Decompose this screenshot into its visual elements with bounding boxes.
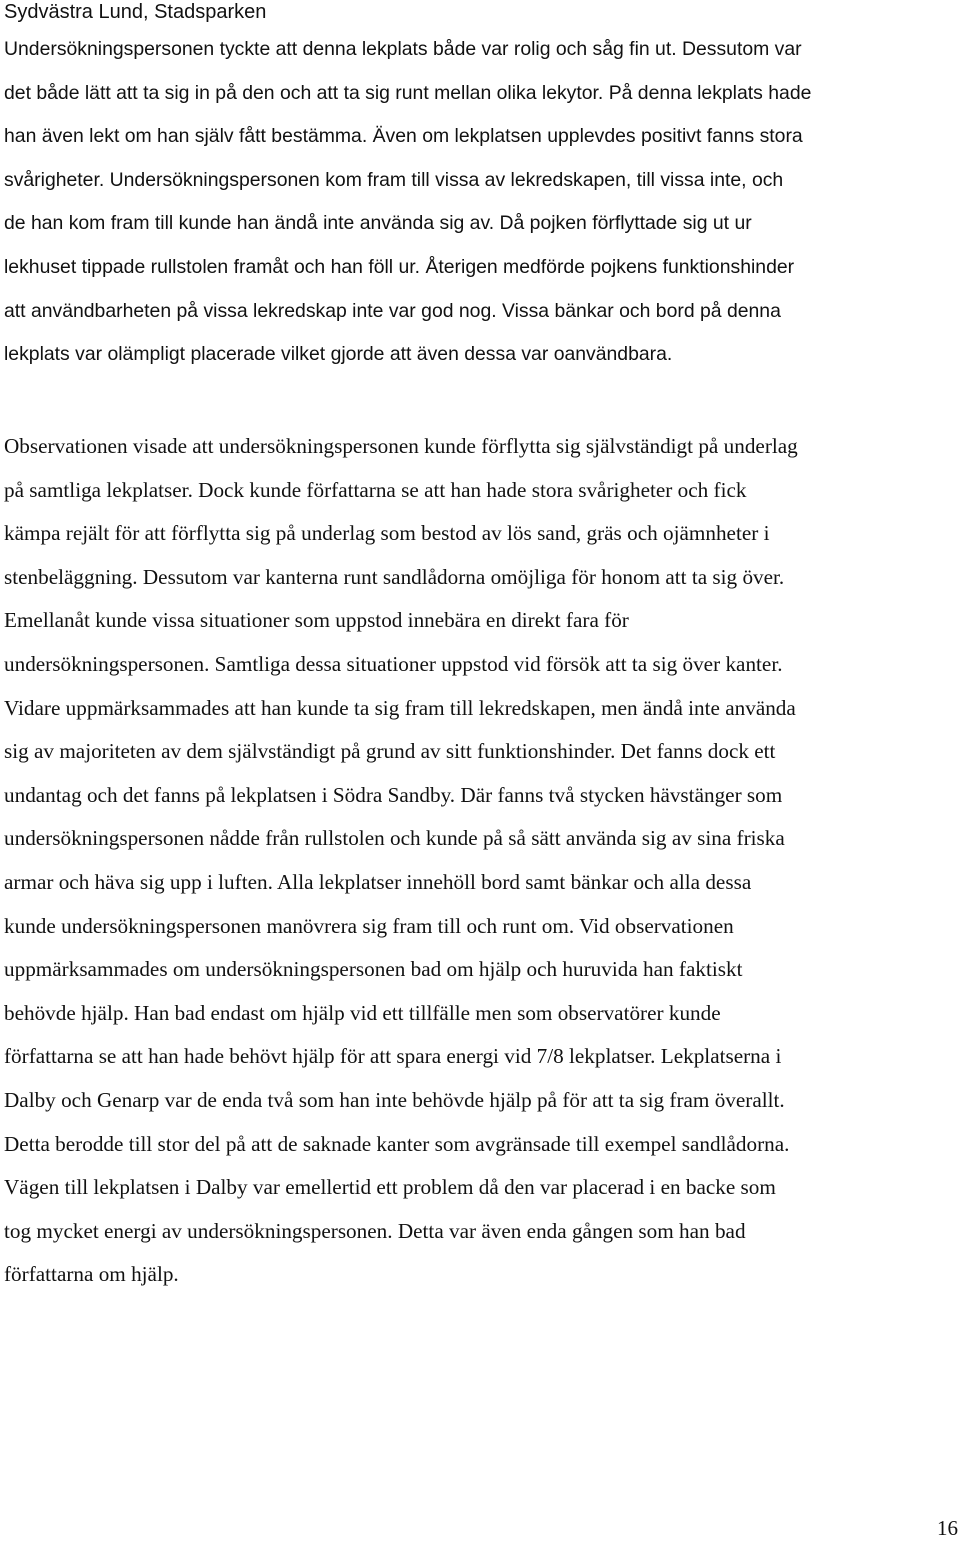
text-line: undersökningspersonen nådde från rullstolen och kunde på så sätt använda sig av sina friska bbox=[4, 826, 785, 851]
text-line: på samtliga lekplatser. Dock kunde författarna se att han hade stora svårigheter och fick bbox=[4, 477, 747, 502]
text-line: behövde hjälp. Han bad endast om hjälp vid ett tillfälle men som observatörer kunde bbox=[4, 1000, 721, 1025]
text-line: Vägen till lekplatsen i Dalby var emellertid ett problem då den var placerad i en backe som bbox=[4, 1175, 776, 1200]
text-line: kämpa rejält för att förflytta sig på underlag som bestod av lös sand, gräs och ojämnheter i bbox=[4, 521, 770, 546]
paragraph-observation bbox=[4, 425, 956, 1297]
text-line: Dalby och Genarp var de enda två som han inte behövde hjälp på för att ta sig fram överallt. bbox=[4, 1087, 785, 1112]
text-line: uppmärksammades om undersökningspersonen bad om hjälp och huruvida han faktiskt bbox=[4, 957, 743, 982]
text-line: stenbeläggning. Dessutom var kanterna runt sandlådorna omöjliga för honom att ta sig över. bbox=[4, 564, 785, 589]
text-line: författarna om hjälp. bbox=[4, 1262, 179, 1287]
text-line: lekplats var olämpligt placerade vilket gjorde att även dessa var oanvändbara. bbox=[4, 343, 673, 366]
text-line: de han kom fram till kunde han ändå inte använda sig av. Då pojken förflyttade sig ut ur bbox=[4, 212, 752, 235]
text-line: tog mycket energi av undersökningspersonen. Detta var även enda gången som han bad bbox=[4, 1218, 746, 1243]
text-line: lekhuset tippade rullstolen framåt och han föll ur. Återigen medförde pojkens funktionshinder bbox=[4, 255, 795, 278]
text-line: Undersökningspersonen tyckte att denna lekplats både var rolig och såg fin ut. Dessutom var bbox=[4, 38, 802, 60]
text-line: undersökningspersonen. Samtliga dessa situationer uppstod vid försök att ta sig över kanter. bbox=[4, 651, 783, 676]
text-line: Emellanåt kunde vissa situationer som uppstod innebära en direkt fara för bbox=[4, 608, 629, 633]
section-heading: Sydvästra Lund, Stadsparken bbox=[4, 1, 267, 23]
text-line: det både lätt att ta sig in på den och att ta sig runt mellan olika lekytor. På denna lekplats hade bbox=[4, 81, 812, 104]
text-line: han även lekt om han själv fått bestämma. Även om lekplatsen upplevdes positivt fanns stora bbox=[4, 125, 803, 148]
paragraph-stadsparken bbox=[4, 28, 956, 377]
text-line: kunde undersökningspersonen manövrera sig fram till och runt om. Vid observationen bbox=[4, 913, 734, 938]
text-line: författarna se att han hade behövt hjälp för att spara energi vid 7/8 lekplatser. Lekplatserna i bbox=[4, 1044, 782, 1069]
page-number: 16 bbox=[937, 1516, 958, 1540]
text-line: sig av majoriteten av dem självständigt på grund av sitt funktionshinder. Det fanns dock ett bbox=[4, 739, 776, 764]
text-line: Detta berodde till stor del på att de saknade kanter som avgränsade till exempel sandlådorna. bbox=[4, 1131, 790, 1156]
text-line: Vidare uppmärksammades att han kunde ta sig fram till lekredskapen, men ändå inte använda bbox=[4, 695, 796, 720]
text-line: svårigheter. Undersökningspersonen kom fram till vissa av lekredskapen, till vissa inte, och bbox=[4, 168, 784, 191]
text-line: Observationen visade att undersökningspersonen kunde förflytta sig självständigt på underlag bbox=[4, 434, 798, 458]
text-line: undantag och det fanns på lekplatsen i Södra Sandby. Där fanns två stycken hävstänger som bbox=[4, 782, 783, 807]
text-line: armar och häva sig upp i luften. Alla lekplatser innehöll bord samt bänkar och alla dessa bbox=[4, 869, 752, 894]
text-line: att användbarheten på vissa lekredskap inte var god nog. Vissa bänkar och bord på denna bbox=[4, 299, 781, 322]
